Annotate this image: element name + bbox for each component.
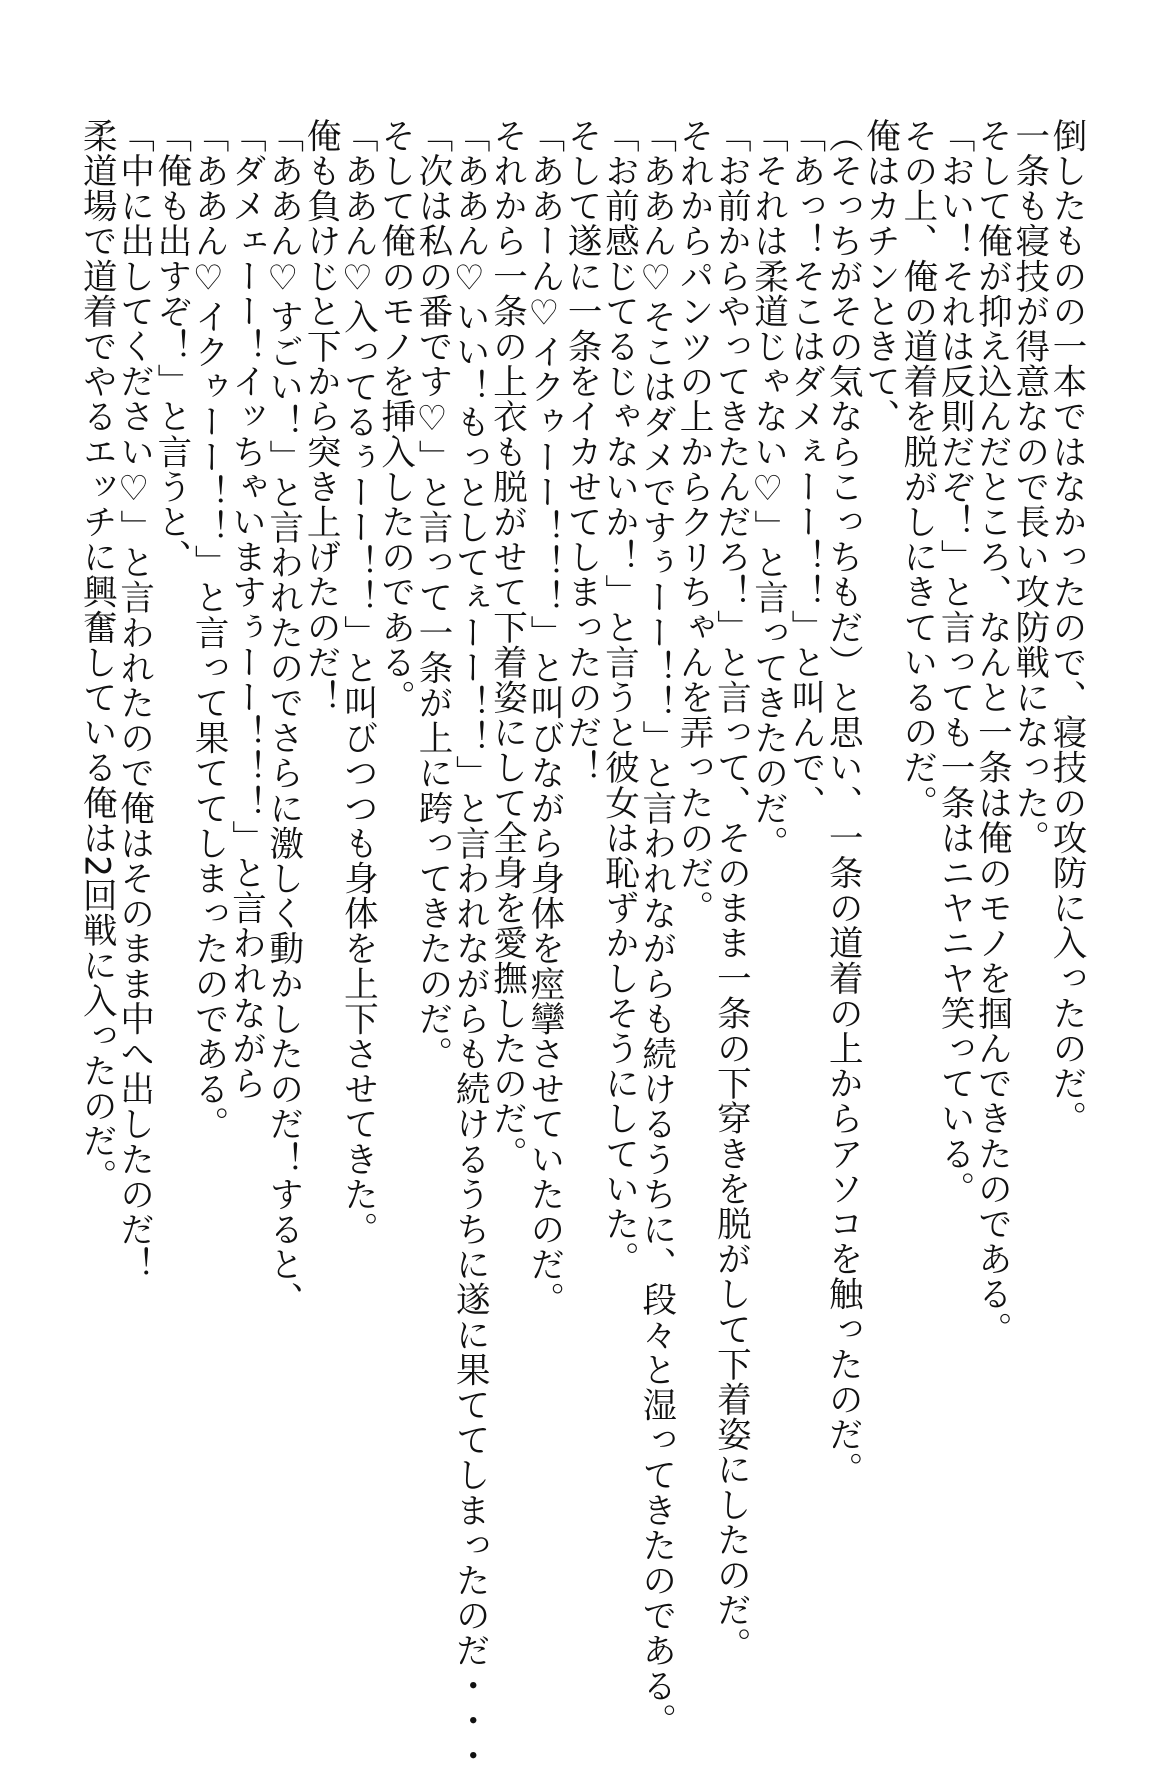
text-line: そして遂に一条をイカせてしまったのだ！ — [561, 118, 602, 785]
text-line: 「ああん♡イクゥーー！！」と言って果ててしまったのである。 — [188, 118, 229, 1142]
text-line: 「ああん♡いい！もっとしてぇーー！！」と言われながらも続けるうちに遂に果ててしまったのだ・・・ — [449, 118, 490, 1774]
text-line: 「それは柔道じゃない♡」と言ってきたのだ。 — [747, 118, 788, 861]
text-line: 「俺も出すぞ！」と言うと、 — [150, 118, 191, 575]
text-line: 「ああん♡入ってるぅーー！！」と叫びつつも身体を上下させてきた。 — [337, 118, 378, 1247]
text-line: そして俺が抑え込んだところ、なんと一条は俺のモノを掴んできたのである。 — [971, 118, 1012, 1347]
text-line: 「おい！それは反則だぞ！」と言っても一条はニヤニヤ笑っている。 — [934, 118, 975, 1207]
text-line: それからパンツの上からクリちゃんを弄ったのだ。 — [673, 118, 714, 926]
text-line: 一条も寝技が得意なので長い攻防戦になった。 — [1008, 118, 1049, 856]
text-line: 「お前からやってきたんだろ！」と言って、そのまま一条の下穿きを脱がして下着姿にしたのだ。 — [710, 118, 751, 1663]
text-line: 「お前感じてるじゃないか！」と言うと彼女は恥ずかしそうにしていた。 — [598, 118, 639, 1277]
text-line: それから一条の上衣も脱がせて下着姿にして全身を愛撫したのだ。 — [486, 118, 527, 1171]
text-line: 「あっ！そこはダメぇーー！！」と叫んで、 — [784, 118, 825, 820]
text-line: （そっちがその気ならこっちもだ）と思い、一条の道着の上からアソコを触ったのだ。 — [822, 118, 863, 1487]
text-line: 「ああーん♡イクゥーー！！！」と叫びながら身体を痙攣させていたのだ。 — [523, 118, 564, 1317]
text-line: 「ああん♡そこはダメですぅーー！！」と言われながらも続けるうちに、段々と湿ってきたのである。 — [635, 118, 676, 1739]
text-line: その上、俺の道着を脱がしにきているのだ。 — [896, 118, 937, 820]
text-line: 「次は私の番です♡」と言って一条が上に跨ってきたのだ。 — [411, 118, 452, 1072]
text-line: 倒したものの一本ではなかったので、寝技の攻防に入ったのだ。 — [1046, 118, 1086, 1136]
text-line: 「ああん♡すごい！」と言われたのでさらに激しく動かしたのだ！すると、 — [262, 118, 303, 1317]
text-line: 俺も負けじと下から突き上げたのだ！ — [300, 118, 341, 715]
text-line: 柔道場で道着でやるエッチに興奮している俺は2回戦に入ったのだ。 — [76, 118, 117, 1194]
text-line: そして俺のモノを挿入したのである。 — [374, 118, 415, 715]
text-line: 俺はカチンときて、 — [859, 118, 900, 434]
text-line: 「ダメェーー！イッちゃいますぅーー！！！」と言われながら — [225, 118, 266, 1101]
vertical-text-body — [76, 118, 1086, 1774]
text-line: 「中に出してください♡」と言われたので俺はそのまま中へ出したのだ！ — [113, 118, 154, 1282]
